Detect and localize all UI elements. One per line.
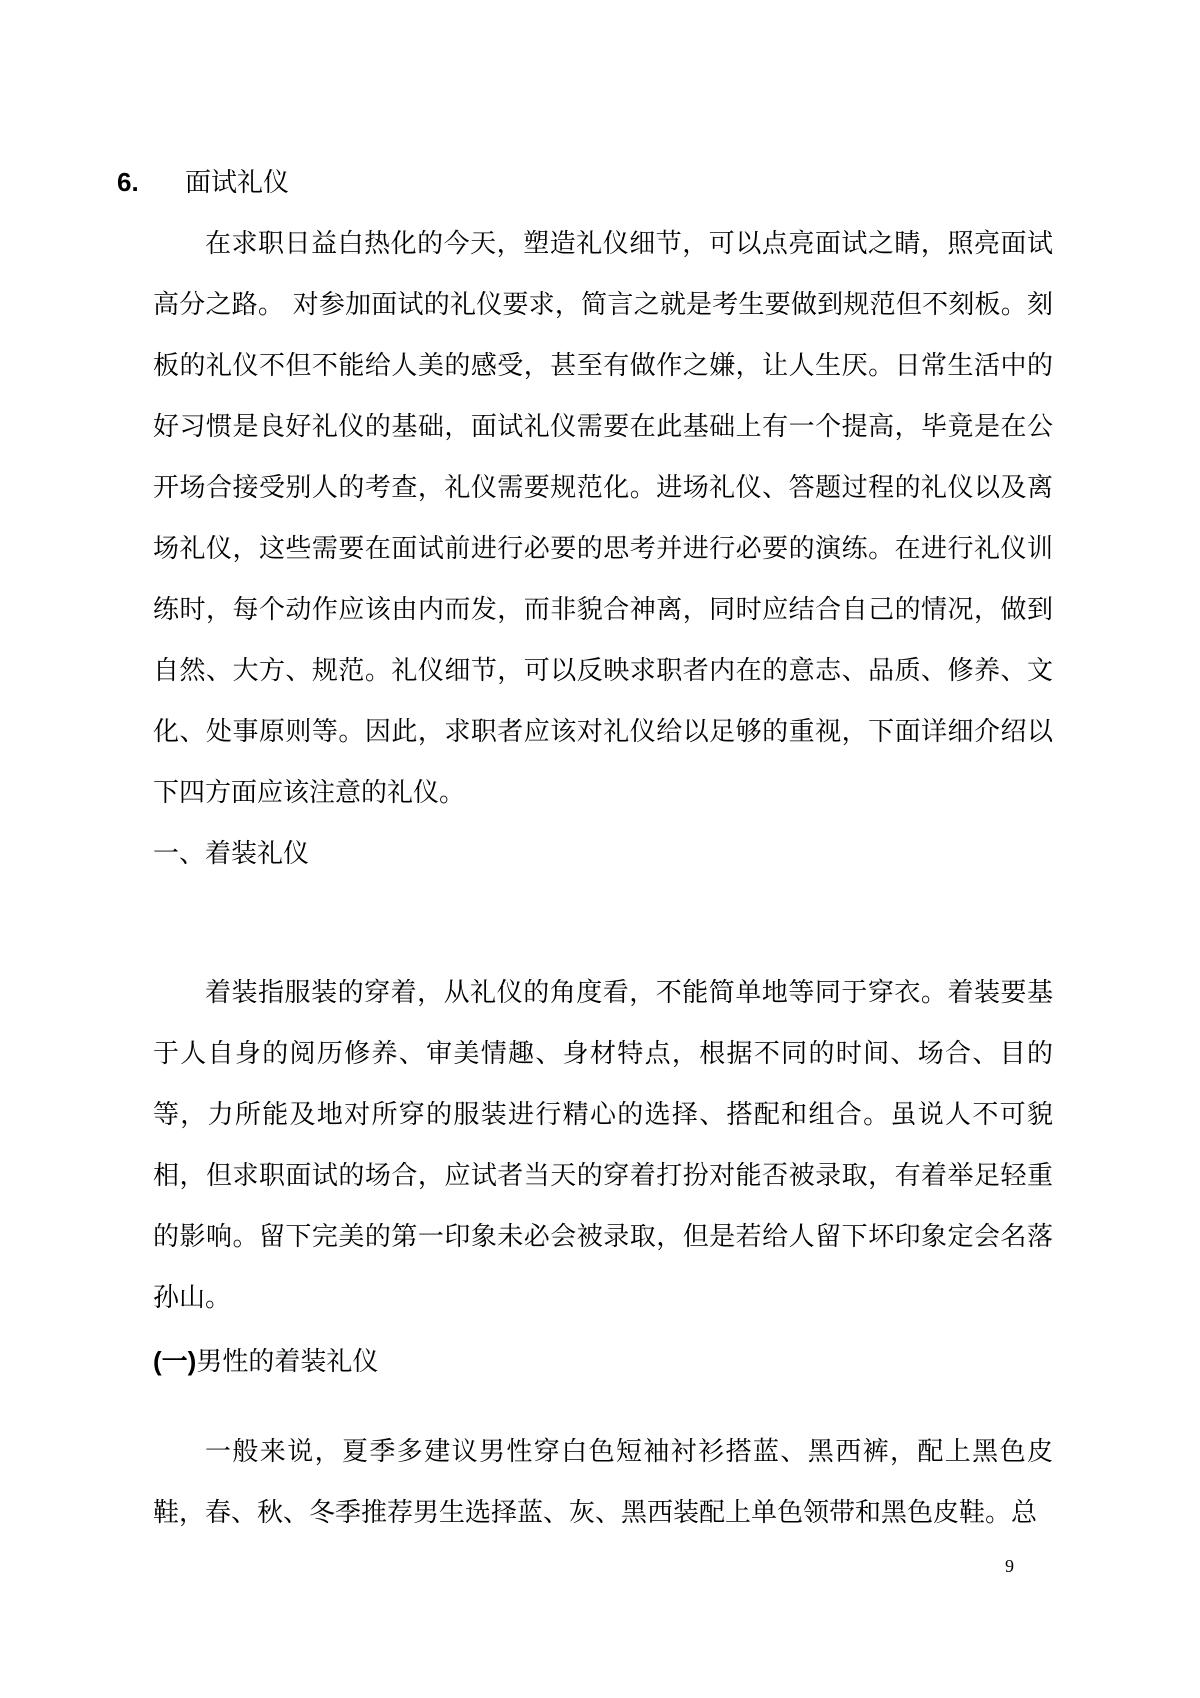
paragraph-attire: 着装指服装的穿着，从礼仪的角度看，不能简单地等同于穿衣。着装要基于人自身的阅历修养、审美情趣、身材特点，根据不同的时间、场合、目的等，力所能及地对所穿的服装进行精心的选择、搭配和组合。虽说人不可貌相，但求职面试的场合，应试者当天的穿着打扮对能否被录取，有着举足轻重的影响。留下完美的第一印象未必会被录取，但是若给人留下坏印象定会名落孙山。 — [153, 978, 1053, 1313]
subheading-male-prefix: (一) — [153, 1346, 197, 1376]
paragraph-male-attire: 一般来说，夏季多建议男性穿白色短袖衬衫搭蓝、黑西裤，配上黑色皮鞋，春、秋、冬季推荐男生选择蓝、灰、黑西装配上单色领带和黑色皮鞋。总 — [153, 1437, 1053, 1528]
paragraph-intro: 在求职日益白热化的今天，塑造礼仪细节，可以点亮面试之睛，照亮面试高分之路。 对参加面试的礼仪要求，简言之就是考生要做到规范但不刻板。刻板的礼仪不但不能给人美的感受，甚至有做作之嫌，让人生厌。日常生活中的好习惯是良好礼仪的基础，面试礼仪需要在此基础上有一个提高，毕竟是在公开场合接受别人的考查，礼仪需要规范化。进场礼仪、答题过程的礼仪以及离场礼仪，这些需要在面试前进行必要的思考并进行必要的演练。在进行礼仪训练时，每个动作应该由内而发，而非貌合神离，同时应结合自己的情况，做到自然、大方、规范。礼仪细节，可以反映求职者内在的意志、品质、修养、文化、处事原则等。因此，求职者应该对礼仪给以足够的重视，下面详细介绍以下四方面应该注意的礼仪。 — [153, 229, 1053, 808]
section-title: 面试礼仪 — [185, 168, 290, 198]
subheading-attire: 一、着装礼仪 — [153, 839, 310, 869]
page-number: 9 — [1005, 1556, 1014, 1576]
section-number: 6. — [117, 167, 139, 197]
section-heading — [117, 162, 289, 203]
subheading-male-title: 男性的着装礼仪 — [196, 1347, 379, 1377]
subheading-male-attire — [153, 1331, 378, 1393]
